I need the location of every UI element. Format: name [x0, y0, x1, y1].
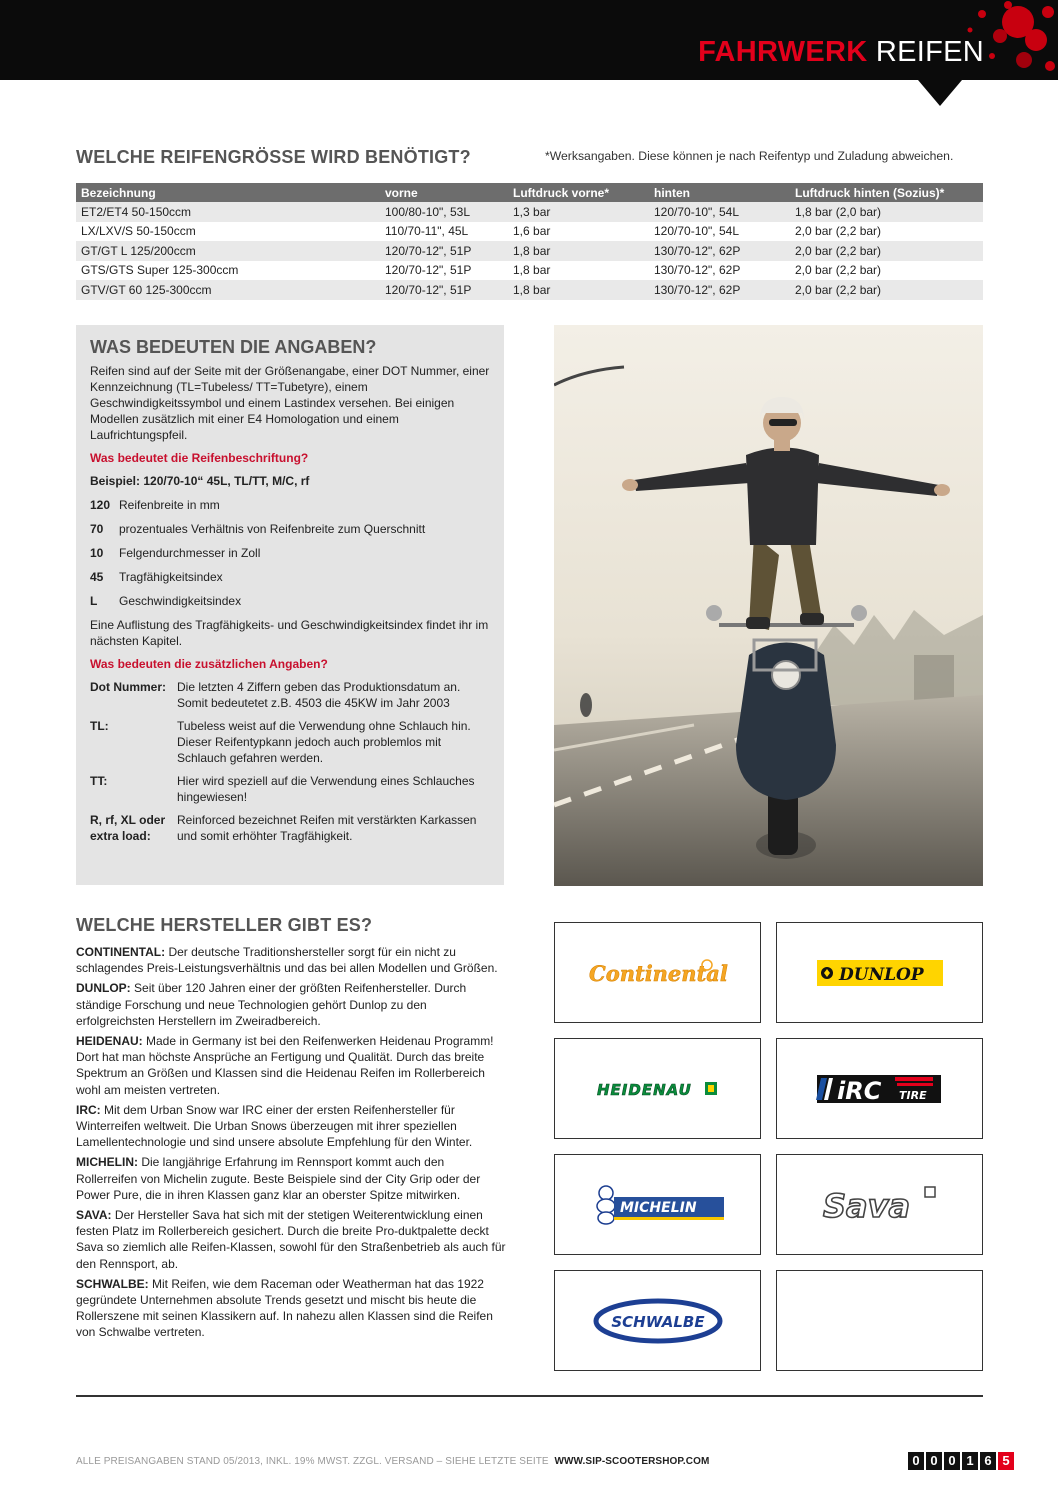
extra-key: R, rf, XL oder extra load:	[90, 813, 166, 843]
irc-logo-box	[776, 1038, 983, 1139]
sava-logo	[815, 1183, 945, 1227]
size-heading: WELCHE REIFENGRÖSSE WIRD BENÖTIGT?	[76, 147, 471, 167]
cell: 130/70-12", 62P	[649, 280, 790, 300]
cell: 2,0 bar (2,2 bar)	[790, 280, 983, 300]
question-label: Was bedeuten die zusätzlichen Angaben?	[90, 657, 328, 671]
footer-disclaimer: ALLE PREISANGABEN STAND 05/2013, INKL. 19% MWST. ZZGL. VERSAND – SIEHE LETZTE SEITE	[76, 1456, 549, 1467]
cell: LX/LXV/S 50-150ccm	[76, 222, 380, 242]
irc-logo	[815, 1073, 945, 1105]
page-title	[698, 36, 984, 69]
manufacturer-description: Made in Germany ist bei den Reifenwerken Heidenau Programm! Dort hat man höchste Ansprüche an Fertigung und Qualität. Durch das breite Spektrum an Größen und Klassen sind die Heidenau Reifen im Rollerbereich wohl am meisten vertreten.	[76, 1034, 494, 1097]
manufacturer-description: Mit Reifen, wie dem Raceman oder Weatherman hat das 1922 gegründete Unternehmen absolute Trends gesetzt und mischt bis heute die Rollerszene mit seinen Klassikern auf. In nahezu allen Klassen sind die Reifen von Schwalbe vertreten.	[76, 1276, 493, 1340]
title-topic: REIFEN	[875, 36, 984, 68]
manufacturer-name: SCHWALBE:	[76, 1276, 149, 1291]
code-value: Felgendurchmesser in Zoll	[119, 546, 261, 560]
sava-logo-box	[776, 1154, 983, 1255]
table-row	[76, 222, 983, 242]
table-row	[76, 280, 983, 300]
schwalbe-logo-box	[554, 1270, 761, 1371]
extra-row	[90, 679, 490, 711]
cell: 1,3 bar	[508, 202, 649, 222]
code-value: prozentuales Verhältnis von Reifenbreite zum Querschnitt	[119, 522, 426, 536]
code-value: Tragfähigkeitsindex	[119, 570, 223, 584]
heidenau-logo-box	[554, 1038, 761, 1139]
extra-row	[90, 773, 490, 805]
cell: 120/70-12", 51P	[380, 280, 508, 300]
sava-wordmark: Sava	[822, 1186, 910, 1225]
col-header: Luftdruck vorne*	[508, 183, 649, 202]
list-note: Eine Auflistung des Tragfähigkeits- und Geschwindigkeitsindex findet ihr im nächsten Kapitel.	[90, 618, 489, 648]
cell: 120/70-12", 51P	[380, 261, 508, 281]
footer	[76, 1456, 709, 1467]
col-header: Luftdruck hinten (Sozius)*	[790, 183, 983, 202]
cell: GTS/GTS Super 125-300ccm	[76, 261, 380, 281]
meaning-box	[76, 325, 504, 885]
cell: 130/70-12", 62P	[649, 241, 790, 261]
dunlop-logo	[815, 958, 945, 988]
code-key: 120	[90, 498, 111, 512]
manufacturer-name: IRC:	[76, 1102, 101, 1117]
extra-value: Die letzten 4 Ziffern geben das Produktionsdatum an. Somit bedeutetet z.B. 4503 die 45KW im Jahr 2003	[177, 680, 461, 710]
code-key: 70	[90, 522, 104, 536]
page-digit: 0	[944, 1452, 960, 1470]
table-header-row	[76, 183, 983, 202]
manufacturer-paragraph	[76, 1207, 506, 1272]
page-digit: 6	[980, 1452, 996, 1470]
michelin-logo	[588, 1183, 728, 1227]
manufacturer-paragraph	[76, 944, 506, 976]
tire-size-table	[76, 183, 983, 300]
cell: 1,8 bar	[508, 280, 649, 300]
cell: 120/70-10", 54L	[649, 222, 790, 242]
manufacturer-description: Die langjährige Erfahrung im Rennsport kommt auch den Rollerreifen von Michelin zugute. Beste Beispiele sind der City Grip oder der Power Pure, die in ihren Klassen ganz klar an oberster Spitze mitwirken.	[76, 1155, 481, 1202]
cell: 2,0 bar (2,2 bar)	[790, 261, 983, 281]
code-key: 10	[90, 546, 104, 560]
col-header: hinten	[649, 183, 790, 202]
table-row	[76, 202, 983, 222]
manufacturers-text	[76, 944, 506, 1345]
scooter-rider-photo	[554, 325, 983, 886]
extra-key: Dot Nummer:	[90, 680, 167, 694]
cell: 120/70-10", 54L	[649, 202, 790, 222]
cell: 2,0 bar (2,2 bar)	[790, 241, 983, 261]
code-value: Geschwindigkeitsindex	[119, 594, 242, 608]
manufacturer-description: Seit über 120 Jahren einer der größten Reifenhersteller. Durch ständige Forschung und neue Technologien gehört Dunlop zu den erfolgreichsten Herstellern im Zweiradbereich.	[76, 981, 467, 1028]
dunlop-logo-box	[776, 922, 983, 1023]
manufacturer-name: HEIDENAU:	[76, 1034, 143, 1049]
meaning-heading: WAS BEDEUTEN DIE ANGABEN?	[90, 337, 377, 357]
cell: 1,8 bar	[508, 261, 649, 281]
page-digit: 1	[962, 1452, 978, 1470]
manufacturers-heading: WELCHE HERSTELLER GIBT ES?	[76, 915, 373, 935]
extra-key: TL:	[90, 719, 109, 733]
extra-value: Hier wird speziell auf die Verwendung eines Schlauches hingewiesen!	[177, 774, 475, 804]
example-label: Beispiel: 120/70-10“ 45L, TL/TT, M/C, rf	[90, 474, 310, 488]
manufacturer-name: CONTINENTAL:	[76, 945, 166, 959]
manufacturer-paragraph	[76, 1154, 506, 1203]
page-number	[908, 1452, 1014, 1470]
code-key: L	[90, 594, 98, 608]
manufacturer-name: SAVA:	[76, 1208, 112, 1223]
extra-value: Tubeless weist auf die Verwendung ohne Schlauch hin. Dieser Reifentypkann jedoch auch problemlos mit Schlauch gefahren werden.	[177, 719, 471, 765]
cell: 100/80-10", 53L	[380, 202, 508, 222]
extra-row	[90, 812, 490, 844]
cell: GT/GT L 125/200ccm	[76, 241, 380, 261]
size-note: *Werksangaben. Diese können je nach Reifentyp und Zuladung abweichen.	[545, 149, 954, 163]
cell: 130/70-12", 62P	[649, 261, 790, 281]
title-category: FAHRWERK	[698, 36, 868, 68]
cell: GTV/GT 60 125-300ccm	[76, 280, 380, 300]
manufacturer-paragraph	[76, 1102, 506, 1151]
dunlop-wordmark: DUNLOP	[838, 964, 924, 985]
question-label: Was bedeutet die Reifenbeschriftung?	[90, 451, 309, 465]
cell: 1,8 bar	[508, 241, 649, 261]
michelin-wordmark: MICHELIN	[619, 1199, 697, 1216]
col-header: Bezeichnung	[76, 183, 380, 202]
divider	[76, 1395, 983, 1397]
code-value: Reifenbreite in mm	[119, 498, 220, 512]
footer-website-link[interactable]: WWW.SIP-SCOOTERSHOP.COM	[554, 1456, 710, 1467]
table-row	[76, 241, 983, 261]
manufacturer-paragraph	[76, 1033, 506, 1098]
header-pointer	[918, 80, 962, 106]
schwalbe-wordmark: SCHWALBE	[610, 1312, 705, 1331]
continental-logo	[583, 953, 733, 993]
code-row	[90, 521, 490, 537]
page-digit: 0	[926, 1452, 942, 1470]
empty-logo-box	[776, 1270, 983, 1371]
meaning-intro: Reifen sind auf der Seite mit der Größenangabe, einer DOT Nummer, einer Kennzeichnung (TL=Tubeless/ TT=Tubetyre), einem Geschwindigkeitssymbol und einem Lastindex versehen. Bei einigen Modellen zusätzlich mit einer E4 Homologation und einem Laufrichtungspfeil.	[90, 364, 490, 442]
code-row	[90, 569, 490, 585]
michelin-logo-box	[554, 1154, 761, 1255]
cell: 1,8 bar (2,0 bar)	[790, 202, 983, 222]
continental-logo-box	[554, 922, 761, 1023]
manufacturer-description: Der deutsche Traditionshersteller sorgt für ein nicht zu schlagendes Preis-Leistungsverhältnis und das bei allen Modellen und Größen.	[76, 945, 498, 976]
manufacturer-description: Mit dem Urban Snow war IRC einer der ersten Reifenhersteller für Winterreifen weltweit. Die Urban Snows überzeugen mit ihrer speziellen Lamellentechnologie und sind unsere absolute Empfehlung für den Winter.	[76, 1102, 473, 1150]
page-digit: 5	[998, 1452, 1014, 1470]
schwalbe-logo	[593, 1297, 723, 1345]
cell: ET2/ET4 50-150ccm	[76, 202, 380, 222]
heidenau-logo	[593, 1075, 723, 1103]
manufacturer-description: Der Hersteller Sava hat sich mit der stetigen Weiterentwicklung einen festen Platz im Rollerbereich gesichert. Durch die breite Pro-duktpalette deckt Sava so ziemlich alle Reifen-Klassen, sowohl für den Straßenbetrieb als auch für den Rennsport, ab.	[76, 1208, 506, 1271]
extra-value: Reinforced bezeichnet Reifen mit verstärkten Karkassen und somit erhöhter Tragfähigkeit.	[177, 813, 477, 843]
code-key: 45	[90, 570, 104, 584]
manufacturer-paragraph	[76, 980, 506, 1029]
irc-wordmark: iRC	[836, 1076, 881, 1105]
cell: 120/70-12", 51P	[380, 241, 508, 261]
cell: 2,0 bar (2,2 bar)	[790, 222, 983, 242]
code-row	[90, 545, 490, 561]
irc-tire-wordmark: TIRE	[898, 1088, 927, 1102]
cell: 1,6 bar	[508, 222, 649, 242]
code-row	[90, 593, 490, 609]
extra-row	[90, 718, 490, 766]
manufacturer-name: MICHELIN:	[76, 1155, 138, 1170]
manufacturer-paragraph	[76, 1276, 506, 1341]
extra-key: TT:	[90, 774, 108, 788]
continental-wordmark: Continental	[588, 960, 728, 986]
heidenau-wordmark: HEIDENAU	[596, 1080, 692, 1099]
table-row	[76, 261, 983, 281]
code-row	[90, 497, 490, 513]
col-header: vorne	[380, 183, 508, 202]
page-digit: 0	[908, 1452, 924, 1470]
cell: 110/70-11", 45L	[380, 222, 508, 242]
manufacturer-name: DUNLOP:	[76, 981, 131, 996]
